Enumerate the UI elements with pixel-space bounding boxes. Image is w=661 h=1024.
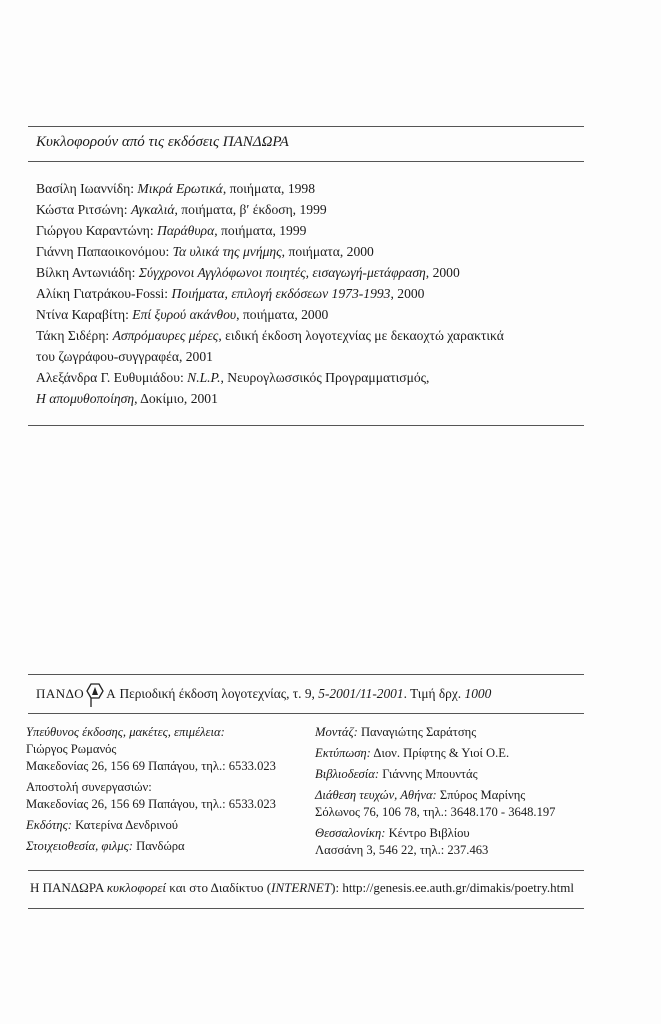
- credit-value: Κέντρο Βιβλίου: [385, 826, 470, 840]
- item-title: Ποιήματα, επιλογή εκδόσεων 1973-1993: [171, 286, 391, 301]
- list-item: [36, 388, 504, 409]
- pandora-logo-icon: [86, 681, 104, 707]
- item-author: Βασίλη Ιωαννίδη:: [36, 181, 138, 196]
- credit-block: [26, 817, 276, 834]
- credit-value: Διον. Πρίφτης & Υιοί Ο.Ε.: [370, 746, 510, 760]
- credits-right: [315, 724, 555, 863]
- item-details: , ποιήματα, 1999: [214, 223, 307, 238]
- item-author: Γιώργου Καραντώνη:: [36, 223, 158, 238]
- heading-rule: [28, 161, 584, 162]
- list-item: [36, 325, 504, 346]
- item-details: , ειδική έκδοση λογοτεχνίας με δεκαοχτώ χαρακτικά: [218, 328, 504, 343]
- credit-label: Αποστολή συνεργασιών:: [26, 780, 152, 794]
- credit-line: Μακεδονίας 26, 156 69 Παπάγου, τηλ.: 6533.023: [26, 759, 276, 773]
- masthead-top-rule: [28, 674, 584, 675]
- credit-value: Παναγιώτης Σαράτσης: [357, 725, 477, 739]
- credit-block: [26, 838, 276, 855]
- credit-label: Στοιχειοθεσία, φιλμς:: [26, 839, 133, 853]
- item-details: του ζωγράφου-συγγραφέα, 2001: [36, 349, 213, 364]
- item-author: Αλεξάνδρα Γ. Ευθυμιάδου:: [36, 370, 188, 385]
- list-item: [36, 304, 504, 325]
- item-details: , 2000: [425, 265, 460, 280]
- item-details: , ποιήματα, 2000: [236, 307, 329, 322]
- credit-block: [26, 779, 276, 813]
- credit-line: [26, 838, 276, 855]
- credit-line: [315, 787, 555, 804]
- credit-line: [315, 745, 555, 762]
- credit-line: Λασσάνη 3, 546 22, τηλ.: 237.463: [315, 843, 489, 857]
- list-item: [36, 241, 504, 262]
- credit-line: [315, 724, 555, 741]
- item-title: N.L.P.: [187, 370, 221, 385]
- item-details: , ποιήματα, 1998: [222, 181, 316, 196]
- credit-label: Θεσσαλονίκη:: [315, 826, 386, 840]
- item-author: Τάκη Σιδέρη:: [36, 328, 113, 343]
- credit-line: [26, 817, 276, 834]
- website-link[interactable]: http://genesis.ee.auth.gr/dimakis/poetry.html: [342, 880, 574, 895]
- credit-label: Βιβλιοδεσία:: [315, 767, 380, 781]
- item-author: Ντίνα Καραβίτη:: [36, 307, 133, 322]
- credit-line: Μακεδονίας 26, 156 69 Παπάγου, τηλ.: 6533.023: [26, 797, 276, 811]
- internet-note: Η ΠΑΝΔΩΡΑ κυκλοφορεί και στο Διαδίκτυο (INTERNET): http://genesis.ee.auth.gr/dimakis/poetry.html: [30, 880, 574, 895]
- list-item: [36, 367, 504, 388]
- masthead: ΠΑΝΔΟ Α Περιοδική έκδοση λογοτεχνίας, τ. 9, 5-2001/11-2001. Τιμή δρχ. 1000: [36, 681, 491, 707]
- credit-value: Κατερίνα Δενδρινού: [71, 818, 179, 832]
- credit-line: Σόλωνος 76, 106 78, τηλ.: 3648.170 - 3648.197: [315, 805, 556, 819]
- credit-block: [26, 724, 276, 775]
- item-details: , Δοκίμιο, 2001: [134, 391, 218, 406]
- list-item: [36, 346, 504, 367]
- item-details: , 2000: [390, 286, 425, 301]
- credit-value: Σπύρος Μαρίνης: [436, 788, 526, 802]
- credits-left: [26, 724, 276, 859]
- masthead-bottom-rule: [28, 713, 584, 714]
- credit-label: Υπεύθυνος έκδοσης, μακέτες, επιμέλεια:: [26, 725, 225, 739]
- item-title: Σύγχρονοι Αγγλόφωνοι ποιητές, εισαγωγή-μετάφραση: [138, 265, 426, 280]
- item-author: Γιάννη Παπαοικονόμου:: [36, 244, 173, 259]
- credit-block: [315, 787, 555, 821]
- credit-line: [26, 724, 276, 741]
- list-item: [36, 178, 504, 199]
- catalog-list: [36, 178, 504, 409]
- item-author: Βίλκη Αντωνιάδη:: [36, 265, 139, 280]
- internet-top-rule: [28, 870, 584, 871]
- internet-bottom-rule: [28, 908, 584, 909]
- catalog-heading: Κυκλοφορούν από τις εκδόσεις ΠΑΝΔΩΡΑ: [36, 134, 289, 150]
- credit-label: Εκτύπωση:: [315, 746, 371, 760]
- credit-line: [26, 779, 276, 796]
- credit-label: Εκδότης:: [26, 818, 72, 832]
- item-author: Κώστα Ριτσώνη:: [36, 202, 131, 217]
- credit-block: [315, 745, 555, 762]
- item-details: , ποιήματα, β′ έκδοση, 1999: [174, 202, 327, 217]
- credit-line: [315, 825, 555, 842]
- credit-line: [315, 766, 555, 783]
- item-title: Μικρά Ερωτικά: [137, 181, 223, 196]
- list-item: [36, 262, 504, 283]
- credit-block: [315, 825, 555, 859]
- credit-value: Πανδώρα: [132, 839, 185, 853]
- list-item: [36, 220, 504, 241]
- list-bottom-rule: [28, 425, 584, 426]
- list-item: [36, 199, 504, 220]
- credit-label: Μοντάζ:: [315, 725, 358, 739]
- item-title: Παράθυρα: [157, 223, 215, 238]
- pandora-logo: ΠΑΝΔΟ Α: [36, 681, 116, 707]
- list-item: [36, 283, 504, 304]
- item-title: Επί ξυρού ακάνθου: [132, 307, 237, 322]
- credit-block: [315, 724, 555, 741]
- item-details: , ποιήματα, 2000: [281, 244, 374, 259]
- item-title: Αγκαλιά: [130, 202, 175, 217]
- credit-value: Γιάννης Μπουντάς: [379, 767, 478, 781]
- top-rule: [28, 126, 584, 127]
- credit-label: Διάθεση τευχών, Αθήνα:: [315, 788, 437, 802]
- item-details: , Νευρογλωσσικός Προγραμματισμός,: [220, 370, 430, 385]
- credit-line: Γιώργος Ρωμανός: [26, 742, 117, 756]
- item-author: Αλίκη Γιατράκου-Fossi:: [36, 286, 172, 301]
- item-title: Τα υλικά της μνήμης: [172, 244, 282, 259]
- credit-block: [315, 766, 555, 783]
- item-title: Ασπρόμαυρες μέρες: [112, 328, 219, 343]
- item-title: Η απομυθοποίηση: [36, 391, 135, 406]
